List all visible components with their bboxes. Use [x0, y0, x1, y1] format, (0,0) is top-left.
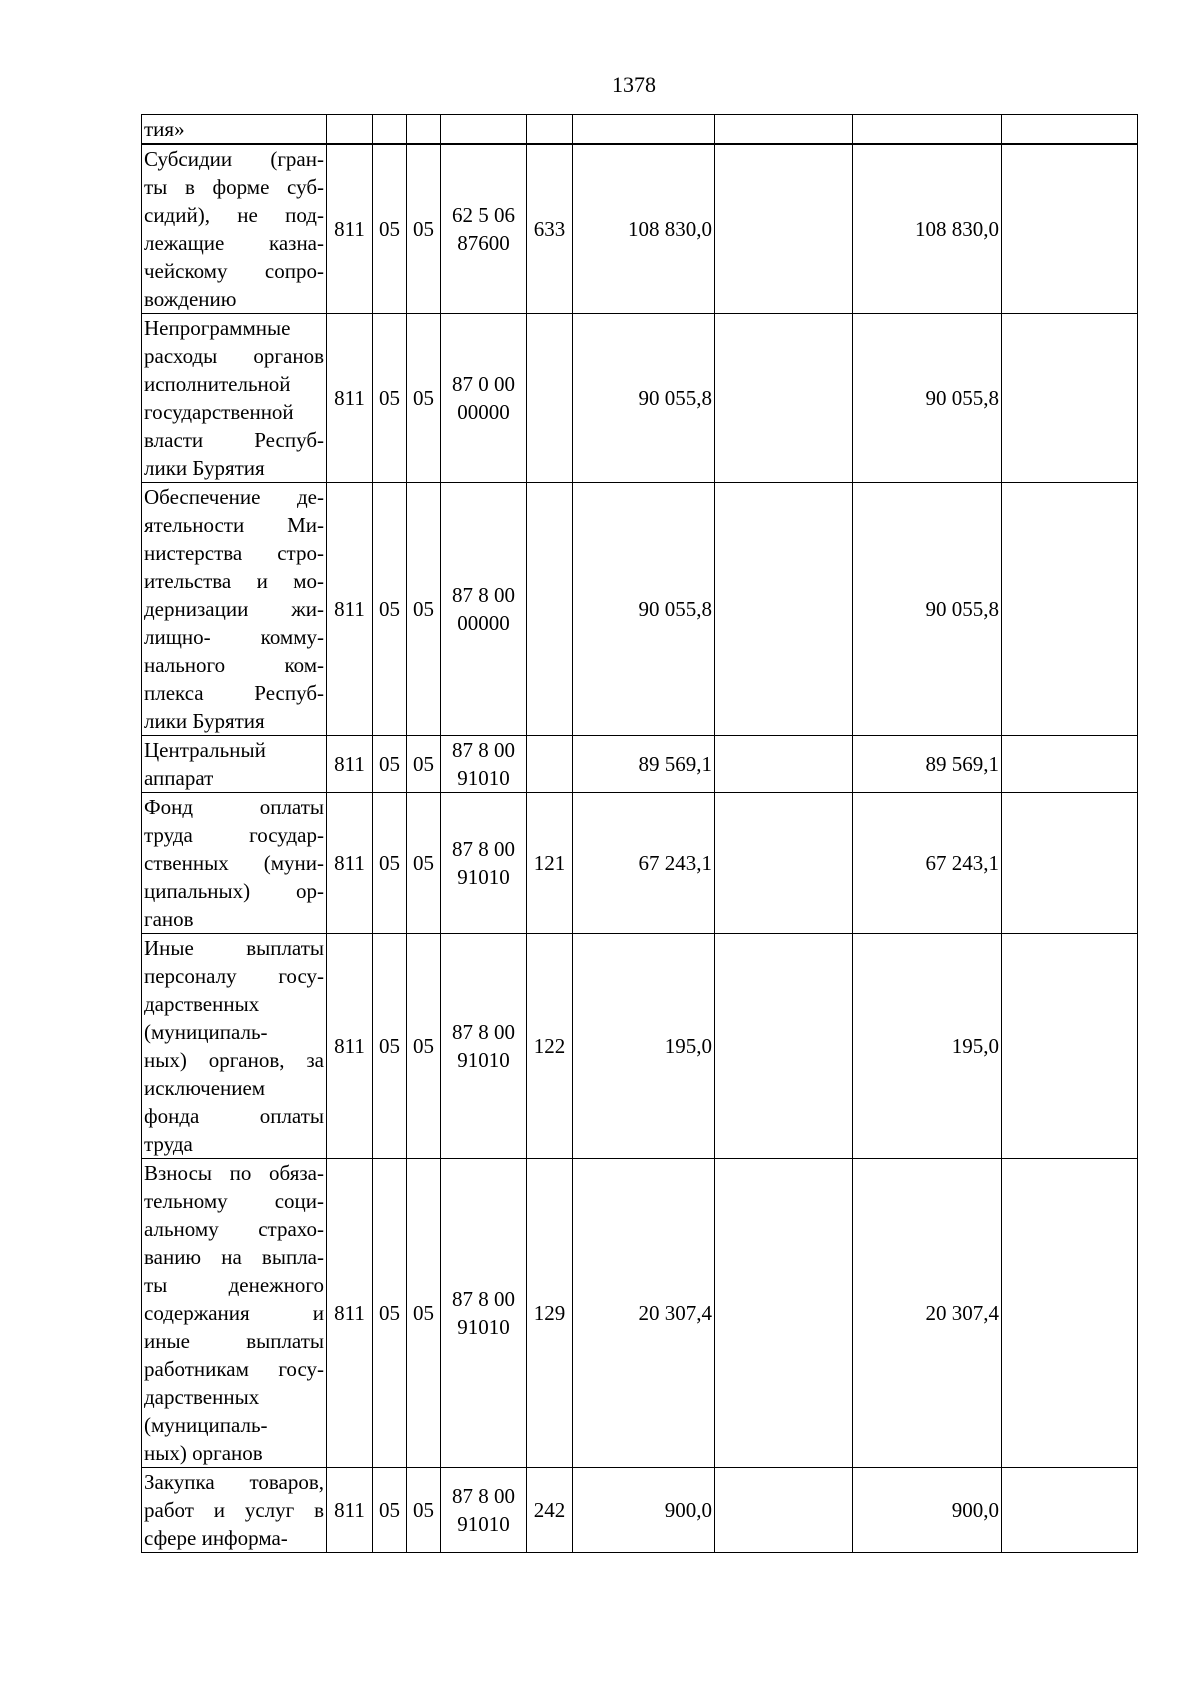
row-name-line: сидий), не под- [144, 203, 324, 227]
subsection-code: 05 [407, 483, 441, 736]
section-code: 05 [373, 793, 407, 934]
row-name-line: работ и услуг в [144, 1498, 324, 1522]
row-name [142, 793, 327, 934]
row-name-line: ванию на выпла- [144, 1245, 324, 1269]
row-name-line: лищно- комму- [144, 625, 324, 649]
row-name-line: аппарат [144, 766, 214, 790]
row-name-line: Центральный [144, 738, 266, 762]
table-row-continued [142, 115, 1138, 145]
target-article-code-part2: 00000 [457, 400, 510, 424]
target-article-code-part1: 87 8 00 [452, 1020, 515, 1044]
expense-type-code: 242 [527, 1468, 573, 1553]
table-row [142, 1468, 1138, 1553]
table-row [142, 934, 1138, 1159]
sum-republic: 108 830,0 [853, 144, 1002, 314]
sum-other [1002, 314, 1138, 483]
sum-republic: 90 055,8 [853, 314, 1002, 483]
empty-cell [573, 115, 715, 145]
table-body [142, 115, 1138, 1553]
grbs-code: 811 [327, 314, 373, 483]
sum-total: 89 569,1 [573, 736, 715, 793]
target-article-code-part2: 87600 [457, 231, 510, 255]
row-name-line: (муниципаль- [144, 1413, 268, 1437]
section-code: 05 [373, 1468, 407, 1553]
row-name-fragment: тия» [142, 115, 327, 145]
row-name-line: персоналу госу- [144, 964, 324, 988]
table-row [142, 144, 1138, 314]
row-name-line: ных) органов [144, 1441, 263, 1465]
empty-cell [527, 115, 573, 145]
table-row [142, 483, 1138, 736]
target-article-code [441, 144, 527, 314]
sum-federal [715, 793, 853, 934]
section-code: 05 [373, 314, 407, 483]
target-article-code [441, 934, 527, 1159]
sum-other [1002, 934, 1138, 1159]
sum-other [1002, 483, 1138, 736]
row-name-line: Фонд оплаты [144, 795, 324, 819]
row-name [142, 736, 327, 793]
sum-republic: 67 243,1 [853, 793, 1002, 934]
row-name [142, 314, 327, 483]
expense-type-code: 129 [527, 1159, 573, 1468]
row-name-line: ты в форме суб- [144, 175, 324, 199]
subsection-code: 05 [407, 314, 441, 483]
row-name [142, 144, 327, 314]
expense-type-code: 122 [527, 934, 573, 1159]
target-article-code [441, 793, 527, 934]
section-code: 05 [373, 144, 407, 314]
sum-republic: 195,0 [853, 934, 1002, 1159]
row-name-line: дарственных [144, 992, 260, 1016]
row-name-line: содержания и [144, 1301, 324, 1325]
page-number: 1378 [612, 72, 656, 97]
row-name-line: труда [144, 1132, 193, 1156]
target-article-code-part1: 62 5 06 [452, 203, 515, 227]
section-code: 05 [373, 736, 407, 793]
subsection-code: 05 [407, 934, 441, 1159]
target-article-code [441, 483, 527, 736]
row-name-line: лежащие казна- [144, 231, 324, 255]
row-name-line: тельному соци- [144, 1189, 324, 1213]
sum-total: 90 055,8 [573, 314, 715, 483]
table-row [142, 736, 1138, 793]
subsection-code: 05 [407, 144, 441, 314]
row-name-line: чейскому сопро- [144, 259, 324, 283]
row-name-line: Обеспечение де- [144, 485, 324, 509]
row-name [142, 483, 327, 736]
row-name-line: сфере информа- [144, 1526, 288, 1550]
table-row [142, 314, 1138, 483]
subsection-code: 05 [407, 793, 441, 934]
target-article-code [441, 736, 527, 793]
target-article-code-part1: 87 8 00 [452, 837, 515, 861]
row-name [142, 1159, 327, 1468]
sum-total: 195,0 [573, 934, 715, 1159]
row-name-line: фонда оплаты [144, 1104, 324, 1128]
row-name-line: дарственных [144, 1385, 260, 1409]
row-name-line: нального ком- [144, 653, 324, 677]
empty-cell [853, 115, 1002, 145]
sum-republic: 20 307,4 [853, 1159, 1002, 1468]
row-name-line: ительства и мо- [144, 569, 324, 593]
row-name-line: власти Респуб- [144, 428, 324, 452]
target-article-code-part1: 87 0 00 [452, 372, 515, 396]
sum-federal [715, 1468, 853, 1553]
row-name-line: ганов [144, 907, 194, 931]
empty-cell [327, 115, 373, 145]
sum-federal [715, 1159, 853, 1468]
row-name-line: Закупка товаров, [144, 1470, 324, 1494]
sum-total: 20 307,4 [573, 1159, 715, 1468]
grbs-code: 811 [327, 934, 373, 1159]
target-article-code [441, 1159, 527, 1468]
sum-other [1002, 1159, 1138, 1468]
row-name-line: лики Бурятия [144, 709, 265, 733]
subsection-code: 05 [407, 736, 441, 793]
sum-total: 90 055,8 [573, 483, 715, 736]
target-article-code-part1: 87 8 00 [452, 738, 515, 762]
row-name [142, 934, 327, 1159]
target-article-code-part1: 87 8 00 [452, 583, 515, 607]
sum-republic: 89 569,1 [853, 736, 1002, 793]
row-name [142, 1468, 327, 1553]
row-name-line: вождению [144, 287, 237, 311]
row-name-line: государственной [144, 400, 294, 424]
sum-total: 67 243,1 [573, 793, 715, 934]
sum-republic: 900,0 [853, 1468, 1002, 1553]
subsection-code: 05 [407, 1468, 441, 1553]
grbs-code: 811 [327, 144, 373, 314]
sum-other [1002, 793, 1138, 934]
empty-cell [373, 115, 407, 145]
section-code: 05 [373, 934, 407, 1159]
row-name-line: ципальных) ор- [144, 879, 324, 903]
expense-type-code: 121 [527, 793, 573, 934]
sum-federal [715, 314, 853, 483]
empty-cell [1002, 115, 1138, 145]
table-row [142, 1159, 1138, 1468]
grbs-code: 811 [327, 793, 373, 934]
row-name-line: расходы органов [144, 344, 324, 368]
row-name-line: Субсидии (гран- [144, 147, 324, 171]
row-name-line: ственных (муни- [144, 851, 324, 875]
grbs-code: 811 [327, 1159, 373, 1468]
row-name-line: лики Бурятия [144, 456, 265, 480]
sum-total: 108 830,0 [573, 144, 715, 314]
expense-type-code: 633 [527, 144, 573, 314]
target-article-code-part2: 91010 [457, 766, 510, 790]
target-article-code [441, 314, 527, 483]
empty-cell [441, 115, 527, 145]
row-name-line: (муниципаль- [144, 1020, 268, 1044]
target-article-code-part2: 91010 [457, 1512, 510, 1536]
row-name-line: труда государ- [144, 823, 324, 847]
row-name-line: альному страхо- [144, 1217, 324, 1241]
expense-type-code [527, 736, 573, 793]
expense-type-code [527, 314, 573, 483]
sum-federal [715, 934, 853, 1159]
grbs-code: 811 [327, 1468, 373, 1553]
row-name-line: плекса Респуб- [144, 681, 324, 705]
empty-cell [715, 115, 853, 145]
grbs-code: 811 [327, 736, 373, 793]
row-name-line: ных) органов, за [144, 1048, 324, 1072]
row-name-line: работникам госу- [144, 1357, 324, 1381]
row-name-line: нистерства стро- [144, 541, 324, 565]
target-article-code-part2: 91010 [457, 1048, 510, 1072]
table-row [142, 793, 1138, 934]
row-name-line: дернизации жи- [144, 597, 324, 621]
row-name-line: исполнительной [144, 372, 291, 396]
budget-table [141, 114, 1138, 1553]
grbs-code: 811 [327, 483, 373, 736]
target-article-code-part2: 91010 [457, 865, 510, 889]
sum-republic: 90 055,8 [853, 483, 1002, 736]
sum-federal [715, 483, 853, 736]
sum-federal [715, 144, 853, 314]
target-article-code-part2: 91010 [457, 1315, 510, 1339]
sum-total: 900,0 [573, 1468, 715, 1553]
target-article-code-part1: 87 8 00 [452, 1287, 515, 1311]
sum-other [1002, 144, 1138, 314]
section-code: 05 [373, 483, 407, 736]
sum-federal [715, 736, 853, 793]
empty-cell [407, 115, 441, 145]
row-name-line: иные выплаты [144, 1329, 324, 1353]
subsection-code: 05 [407, 1159, 441, 1468]
row-name-line: ятельности Ми- [144, 513, 324, 537]
target-article-code [441, 1468, 527, 1553]
section-code: 05 [373, 1159, 407, 1468]
row-name-line: исключением [144, 1076, 266, 1100]
row-name-line: Непрограммные [144, 316, 291, 340]
sum-other [1002, 1468, 1138, 1553]
row-name-line: ты денежного [144, 1273, 324, 1297]
row-name-line: Взносы по обяза- [144, 1161, 324, 1185]
target-article-code-part2: 00000 [457, 611, 510, 635]
sum-other [1002, 736, 1138, 793]
target-article-code-part1: 87 8 00 [452, 1484, 515, 1508]
expense-type-code [527, 483, 573, 736]
row-name-line: Иные выплаты [144, 936, 324, 960]
